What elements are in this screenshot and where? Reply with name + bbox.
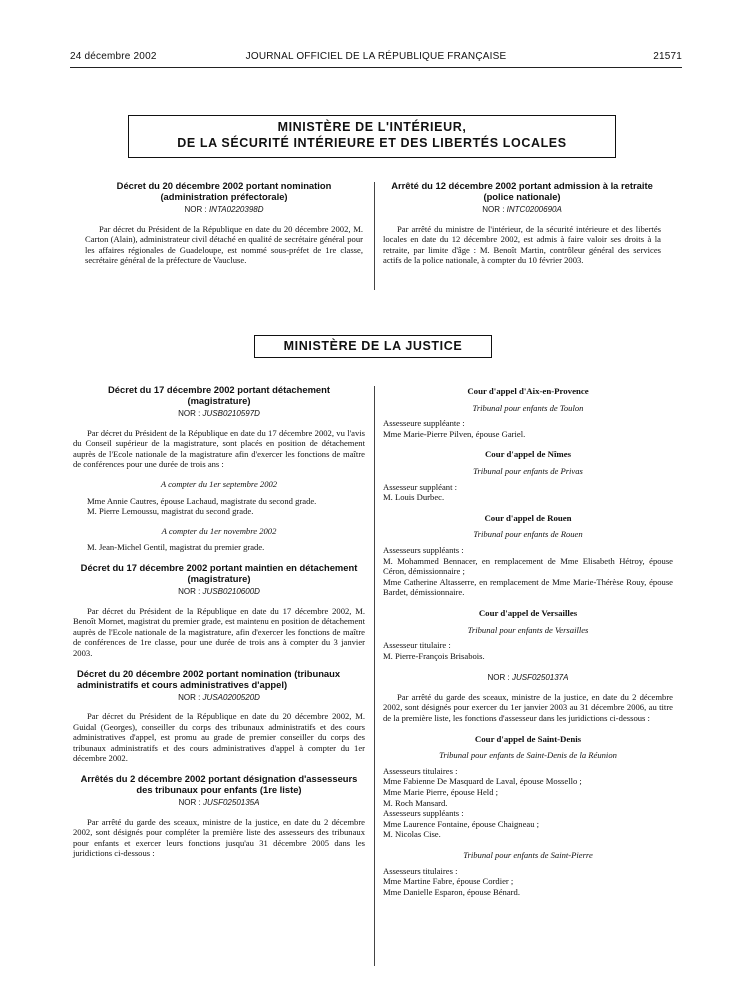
nor-reference: NOR : JUSF0250135A: [178, 798, 260, 808]
person-entry: M. Pierre-François Brisabois.: [383, 650, 485, 661]
arrete-title: Arrêté du 12 décembre 2002 portant admission à la retraite (police nationale): [391, 180, 653, 202]
role-label: Assesseurs suppléants :: [383, 544, 464, 555]
court-heading: Cour d'appel d'Aix-en-Provence: [467, 386, 589, 396]
nor-reference: NOR : JUSB0210600D: [178, 586, 260, 596]
nor-reference: NOR : JUSB0210597D: [178, 409, 260, 418]
person-entry: M. Pierre Lemoussu, magistrat du second grade.: [87, 506, 254, 517]
decree-body: Par décret du Président de la République en date du 17 décembre 2002, vu l'avis du Conseil supérieur de la magistrature, sont placés en position de détachement auprès de l'Ecole nationale de la magistrature afin d'exercer les fonctions de maître de conférences pour une durée de trois ans :: [73, 427, 365, 470]
role-label: Assesseur suppléant :: [383, 481, 457, 492]
effective-date: A compter du 1er novembre 2002: [161, 525, 277, 536]
page-number: 21571: [653, 51, 682, 62]
journal-title: JOURNAL OFFICIEL DE LA RÉPUBLIQUE FRANÇAISE: [245, 51, 507, 62]
decree-prefectorale: [85, 180, 363, 266]
person-entry: Mme Marie-Pierre Pilven, épouse Gariel.: [383, 428, 526, 439]
header-rule: [70, 67, 682, 68]
tribunal-name: Tribunal pour enfants de Saint-Denis de la Réunion: [439, 750, 617, 761]
ministry-interior-line2: DE LA SÉCURITÉ INTÉRIEURE ET DES LIBERTÉS LOCALES: [177, 136, 567, 150]
person-entry: M. Jean-Michel Gentil, magistrat du premier grade.: [87, 542, 265, 553]
decree-title: Décret du 17 décembre 2002 portant maintien en détachement (magistrature): [80, 561, 358, 584]
tribunal-name: Tribunal pour enfants de Privas: [473, 465, 583, 476]
ministry-interior-heading: [128, 115, 616, 158]
person-entry: Mme Marie Pierre, épouse Held ;: [383, 787, 499, 798]
arrete-retraite: [383, 180, 661, 266]
decree-title: Décret du 20 décembre 2002 portant nomination (administration préfectorale): [116, 180, 332, 202]
arrete-body: Par arrêté du garde des sceaux, ministre de la justice, en date du 2 décembre 2002, sont désignés pour exercer du 1er janvier 2003 au 31 décembre 2006, au titre de la première liste, les fonctions d'assesseur dans les juridictions ci-dessous :: [383, 691, 673, 724]
person-entry: Mme Martine Fabre, épouse Cordier ;: [383, 876, 514, 887]
column-divider: [374, 386, 375, 966]
decree-body: Par décret du Président de la République en date du 20 décembre 2002, M. Guidal (Georges), conseiller du corps des tribunaux administratifs et des cours administratives d'appel, est promu au grade de premier conseiller du corps des tribunaux administratifs et des cours administratives d'appel à compter du 1er décembre 2002.: [73, 711, 365, 764]
person-entry: Mme Laurence Fontaine, épouse Chaigneau ;: [383, 818, 540, 829]
decree-body: Par décret du Président de la République en date du 20 décembre 2002, M. Carton (Alain), administrateur civil détaché en qualité de secrétaire général pour les affaires régionales de Guadeloupe, est nommé sous-préfet de 1re classe, secrétaire général de la préfecture de Vaucluse.: [85, 223, 363, 266]
nor-reference: NOR : JUSA0200520D: [178, 692, 260, 702]
person-entry: M. Mohammed Bennacer, en remplacement de Mme Elisabeth Hétroy, épouse Céron, démissionnaire ;: [383, 555, 673, 577]
decree-title: Décret du 20 décembre 2002 portant nomination (tribunaux administratifs et cours administratives d'appel): [77, 667, 341, 690]
court-heading: Cour d'appel de Saint-Denis: [474, 733, 582, 744]
nor-reference: NOR : INTC0200690A: [482, 205, 562, 214]
ministry-justice-heading: [254, 335, 492, 358]
role-label: Assesseurs titulaires :: [383, 765, 458, 776]
header-date: 24 décembre 2002: [70, 51, 157, 62]
page-header: [70, 51, 682, 65]
nor-reference: NOR : INTA0220398D: [184, 205, 264, 214]
person-entry: Mme Fabienne De Masquard de Laval, épouse Mossello ;: [383, 776, 582, 787]
person-entry: Mme Danielle Esparon, épouse Bénard.: [383, 886, 520, 897]
justice-right-column: [383, 386, 673, 897]
column-divider: [374, 182, 375, 290]
tribunal-name: Tribunal pour enfants de Saint-Pierre: [463, 850, 593, 860]
decree-body: Par décret du Président de la République en date du 17 décembre 2002, M. Benoît Mornet, magistrat du premier grade, est maintenu en position de détachement auprès de l'Ecole nationale de la magistrature, afin d'exercer les fonctions de maître de conférences de 1re classe, pour une durée de trois ans à compter du 3 janvier 2003.: [73, 605, 365, 658]
arrete-body: Par arrêté du ministre de l'intérieur, de la sécurité intérieure et des libertés locales en date du 12 décembre 2002, est admis à faire valoir ses droits à la retraite, par limite d'âge : M. Benoît Martin, contrôleur général des services actifs de la police nationale, à compter du 10 février 2003.: [383, 223, 661, 266]
nor-reference: NOR : JUSF0250137A: [487, 673, 569, 683]
role-label: Assesseurs titulaires :: [383, 865, 458, 876]
arrete-body: Par arrêté du garde des sceaux, ministre de la justice, en date du 2 décembre 2002, sont désignés pour compléter la première liste des assesseurs des tribunaux pour enfants et exercer leurs fonctions jusqu'au 31 décembre 2005 dans les juridictions ci-dessous :: [73, 816, 365, 859]
role-label: Assesseurs suppléants :: [383, 808, 464, 819]
tribunal-name: Tribunal pour enfants de Rouen: [473, 529, 583, 540]
decree-title: Décret du 17 décembre 2002 portant détachement (magistrature): [108, 384, 330, 406]
tribunal-name: Tribunal pour enfants de Versailles: [467, 624, 589, 635]
person-entry: M. Roch Mansard.: [383, 797, 448, 808]
justice-left-column: [73, 384, 365, 859]
tribunal-name: Tribunal pour enfants de Toulon: [472, 402, 584, 413]
effective-date: A compter du 1er septembre 2002: [160, 478, 278, 489]
role-label: Assesseure suppléante :: [383, 418, 465, 429]
ministry-justice-title: MINISTÈRE DE LA JUSTICE: [283, 339, 463, 353]
court-heading: Cour d'appel de Nîmes: [484, 449, 572, 460]
person-entry: M. Louis Durbec.: [383, 492, 445, 503]
court-heading: Cour d'appel de Rouen: [484, 512, 572, 523]
arrete-title: Arrêtés du 2 décembre 2002 portant désignation d'assesseurs des tribunaux pour enfants (1re liste): [80, 773, 358, 796]
person-entry: Mme Catherine Altasserre, en remplacement de Mme Marie-Thérèse Rouy, épouse Bardet, démissionnaire.: [383, 576, 673, 598]
court-heading: Cour d'appel de Versailles: [478, 607, 578, 618]
role-label: Assesseur titulaire :: [383, 640, 451, 651]
ministry-interior-line1: MINISTÈRE DE L'INTÉRIEUR,: [277, 120, 467, 134]
person-entry: M. Nicolas Cise.: [383, 829, 441, 840]
person-entry: Mme Annie Cautres, épouse Lachaud, magistrate du second grade.: [87, 495, 317, 506]
